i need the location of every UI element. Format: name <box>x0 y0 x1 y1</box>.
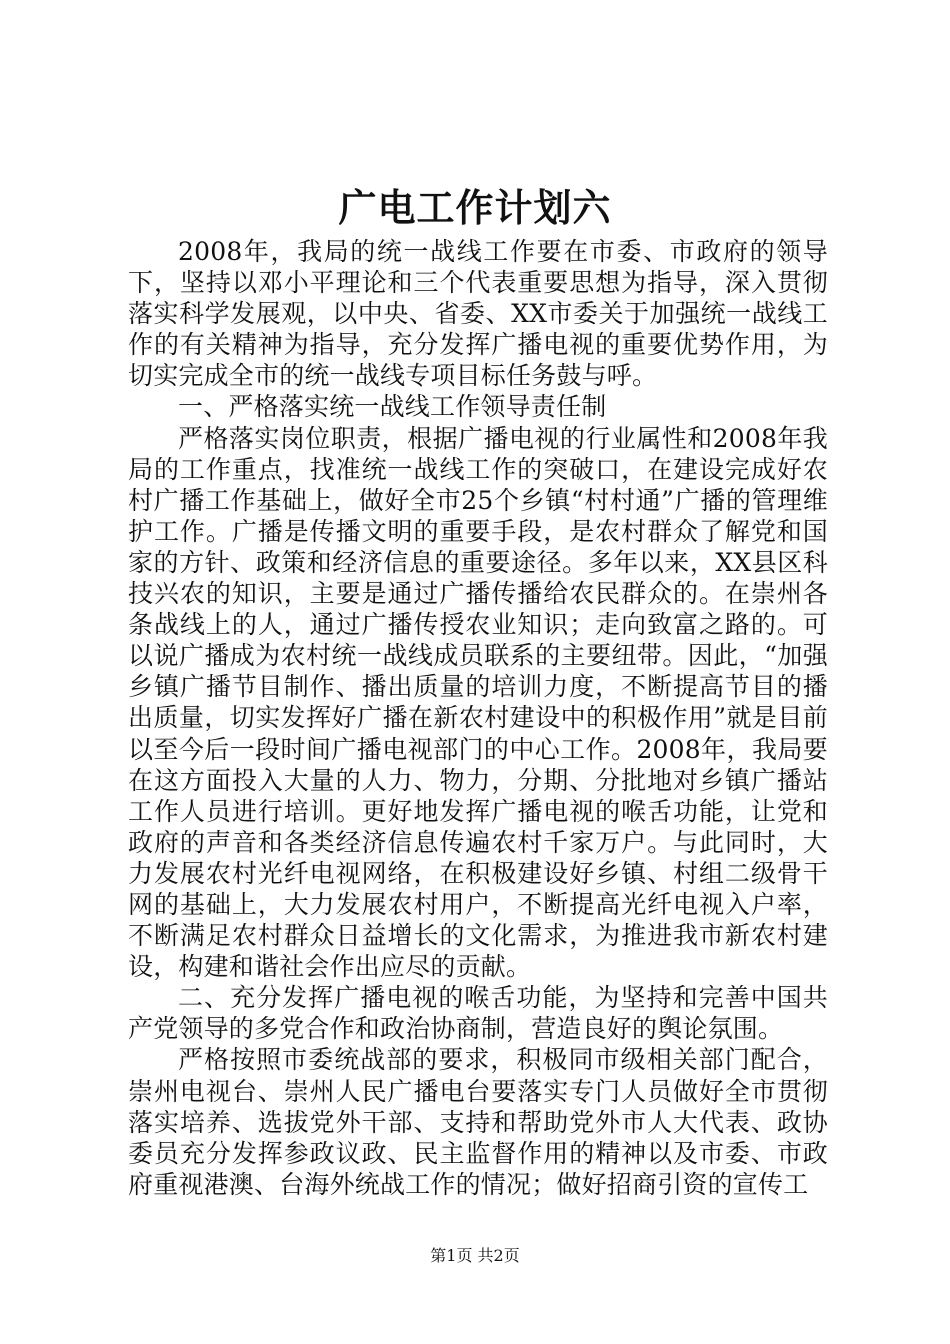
paragraph-intro: 2008年，我局的统一战线工作要在市委、市政府的领导下，坚持以邓小平理论和三个代表重要思想为指导，深入贯彻落实科学发展观，以中央、省委、XX市委关于加强统一战线工作的有关精神为指导，充分发挥广播电视的重要优势作用，为切实完成全市的统一战线专项目标任务鼓与呼。 <box>128 237 828 391</box>
paragraph-section-1: 严格落实岗位职责，根据广播电视的行业属性和2008年我局的工作重点，找准统一战线工作的突破口，在建设完成好农村广播工作基础上，做好全市25个乡镇“村村通”广播的管理维护工作。广播是传播文明的重要手段，是农村群众了解党和国家的方针、政策和经济信息的重要途径。多年以来，XX县区科技兴农的知识，主要是通过广播传播给农民群众的。在崇州各条战线上的人，通过广播传授农业知识；走向致富之路的。可以说广播成为农村统一战线成员联系的主要纽带。因此，“加强乡镇广播节目制作、播出质量的培训力度，不断提高节目的播出质量，切实发挥好广播在新农村建设中的积极作用”就是目前以至今后一段时间广播电视部门的中心工作。2008年，我局要在这方面投入大量的人力、物力，分期、分批地对乡镇广播站工作人员进行培训。更好地发挥广播电视的喉舌功能，让党和政府的声音和各类经济信息传遍农村千家万户。与此同时，大力发展农村光纤电视网络，在积极建设好乡镇、村组二级骨干网的基础上，大力发展农村用户，不断提高光纤电视入户率，不断满足农村群众日益增长的文化需求，为推进我市新农村建设，构建和谐社会作出应尽的贡献。 <box>128 423 828 982</box>
section-heading-1: 一、严格落实统一战线工作领导责任制 <box>178 392 607 422</box>
section-heading-2: 二、充分发挥广播电视的喉舌功能，为坚持和完善中国共产党领导的多党合作和政治协商制，营造良好的舆论氛围。 <box>128 983 828 1044</box>
document-body <box>128 236 828 1200</box>
document-title: 广电工作计划六 <box>338 185 612 230</box>
paragraph-section-2: 严格按照市委统战部的要求，积极同市级相关部门配合，崇州电视台、崇州人民广播电台要落实专门人员做好全市贯彻落实培养、选拔党外干部、支持和帮助党外市人大代表、政协委员充分发挥参政议政、民主监督作用的精神以及市委、市政府重视港澳、台海外统战工作的情况；做好招商引资的宣传工 <box>128 1045 828 1199</box>
page-number-footer: 第1页 共2页 <box>430 1246 520 1265</box>
